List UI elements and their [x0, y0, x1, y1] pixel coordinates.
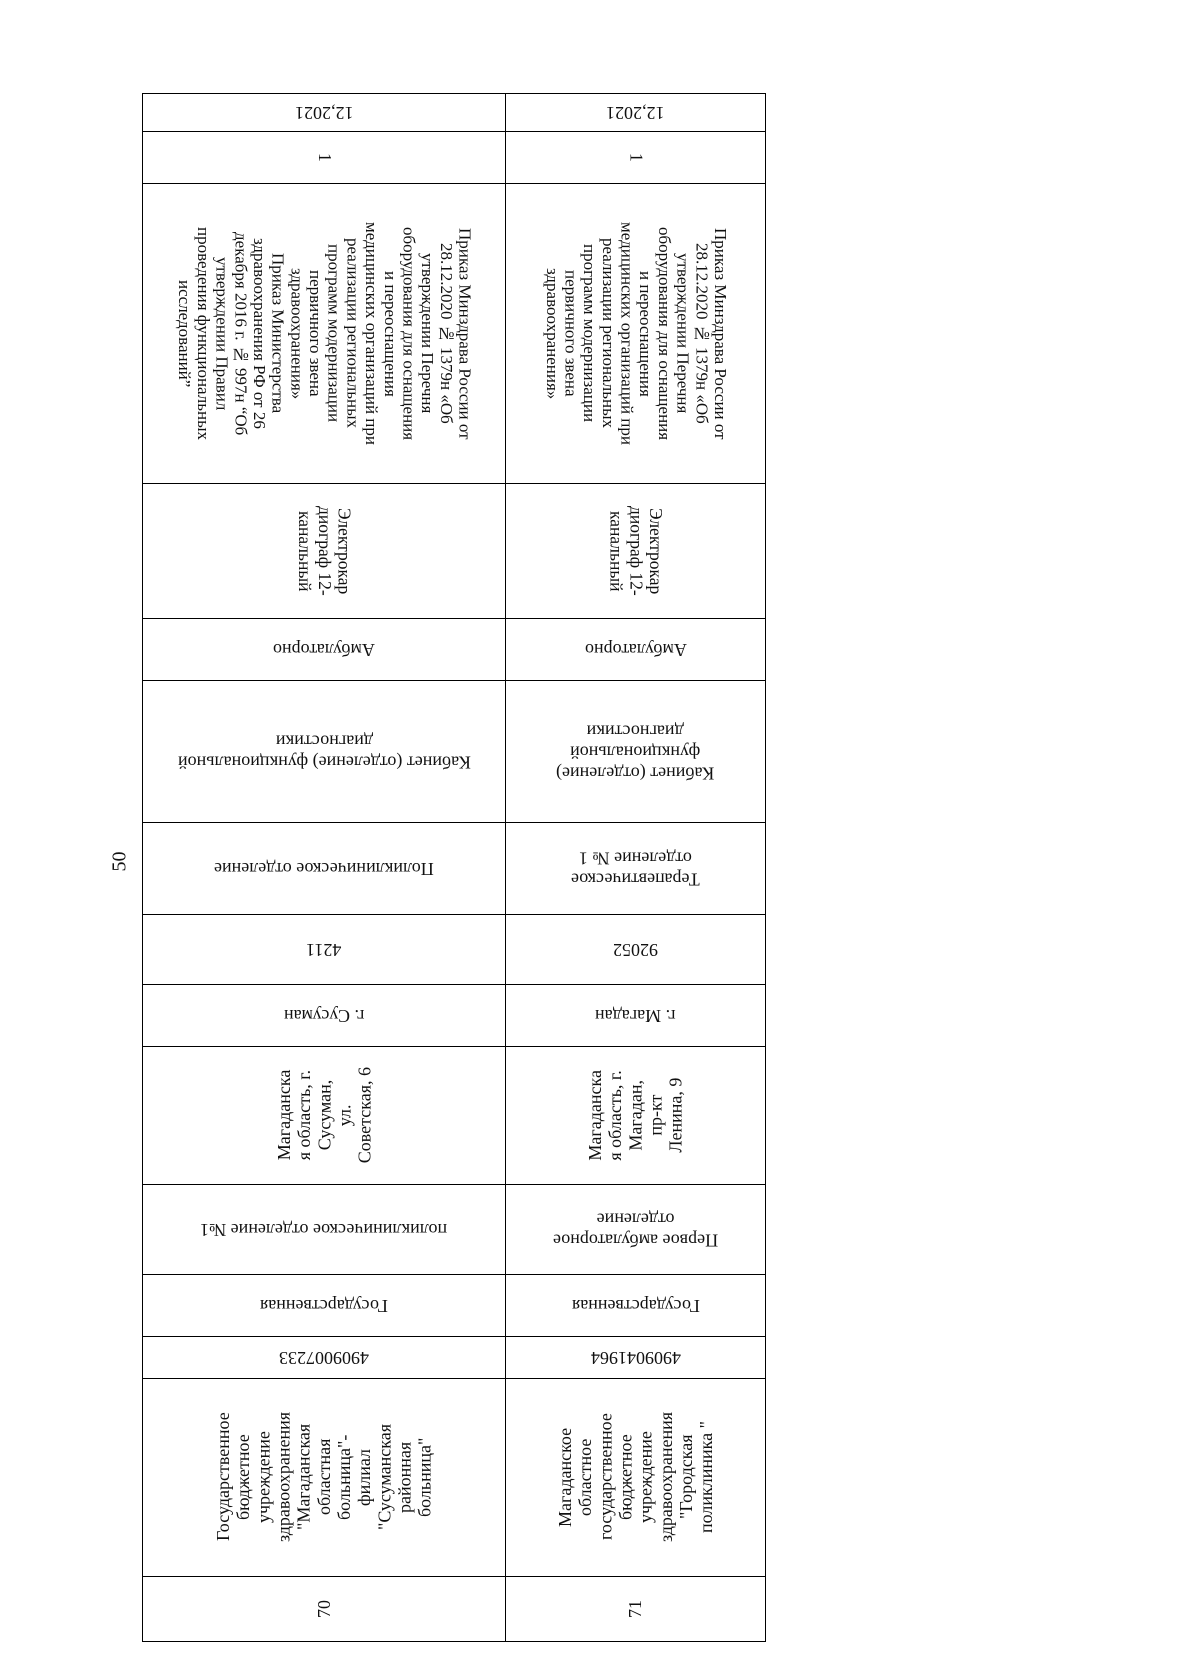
subdivision-row: [143, 1185, 766, 1275]
subdivision-name: поликлиническое отделение №1: [200, 1220, 448, 1241]
table-cell: [506, 619, 766, 681]
equipment-name: Электрокар диограф 12- канальный: [606, 506, 666, 596]
table-cell: [143, 184, 506, 484]
table-cell: [506, 1275, 766, 1337]
table-cell: [506, 132, 766, 184]
table-cell: [143, 1185, 506, 1275]
table-cell: [143, 1275, 506, 1337]
table-cell: [506, 985, 766, 1047]
ownership-value: Государственная: [571, 1296, 700, 1317]
cabinet-name: Кабинет (отделение) функциональной диагностики: [177, 731, 471, 773]
organization-name: Магаданское областное государственное бюджетное учреждение здравоохранения "Городская поликлиника ": [554, 1412, 716, 1543]
cabinet-name: Кабинет (отделение) функциональной диагностики: [556, 720, 715, 784]
table-cell: [506, 681, 766, 823]
department-name: Поликлиническое отделение: [214, 859, 434, 880]
table-cell: [143, 985, 506, 1047]
address-value: Магаданска я область, г. Сусуман, ул. Советская, 6: [273, 1067, 375, 1164]
table-cell: [506, 1337, 766, 1379]
table-cell: [143, 132, 506, 184]
page-number: 50: [108, 851, 131, 872]
order-row: [143, 184, 766, 484]
table-cell: [143, 1047, 506, 1185]
quantity-value: 1: [626, 153, 647, 162]
city-value: г. Магадан: [595, 1006, 676, 1027]
ownership-value: Государственная: [260, 1296, 388, 1317]
conditions-value: Амбулаторно: [584, 640, 687, 661]
table-cell: [506, 484, 766, 619]
subdivision-name: Первое амбулаторное отделение: [552, 1209, 719, 1251]
table-cell: [506, 1379, 766, 1577]
table-cell: [143, 1577, 506, 1642]
table-cell: [506, 915, 766, 985]
equipment-registry-table: [142, 93, 766, 1642]
quantity-value: 1: [314, 153, 335, 162]
organization-name: Государственное бюджетное учреждение здравоохранения "Магаданская областная больница"- филиал "Сусуманская районная больница": [213, 1412, 435, 1543]
table-cell: [143, 1337, 506, 1379]
date-row: [143, 94, 766, 132]
row-number: 71: [625, 1600, 646, 1618]
cabinet-row: [143, 681, 766, 823]
order-text: Приказ Минздрава России от 28.12.2020 № 1379н «Об утверждении Перечня оборудования для оснащения и переоснащения медицинских организаций при реализации региональных программ модернизации первичного звена здравоохранения»: [542, 222, 730, 445]
table-cell: [506, 94, 766, 132]
inn-value: 4909041964: [590, 1348, 681, 1369]
equipment-row: [143, 484, 766, 619]
row-number: 70: [313, 1600, 334, 1618]
inn-value: 4909007233: [279, 1348, 369, 1369]
date-value: 12,2021: [606, 103, 665, 124]
order-text: Приказ Минздрава России от 28.12.2020 № 1379н «Об утверждении Перечня оборудования для оснащения и переоснащения медицинских организаций при реализации региональных программ модернизации первичного звена здравоохранения» Приказ Министерства здравоохранения РФ от 26 декабря 2016 г. № 997н “Об утверждении Правил проведения функциональных исследований”: [175, 222, 475, 445]
address-value: Магаданска я область, г. Магадан, пр-кт Ленина, 9: [585, 1070, 686, 1161]
department-name: Терапевтическое отделение № 1: [571, 848, 700, 890]
address-row: [143, 1047, 766, 1185]
city-row: [143, 985, 766, 1047]
number-row: [143, 1577, 766, 1642]
city-value: г. Сусуман: [283, 1006, 365, 1027]
table-cell: [143, 619, 506, 681]
equipment-name: Электрокар диограф 12- канальный: [295, 506, 355, 596]
table-cell: [143, 823, 506, 915]
organization-row: [143, 1379, 766, 1577]
table-cell: [143, 484, 506, 619]
table-cell: [143, 1379, 506, 1577]
code-value: 92052: [613, 940, 658, 961]
ownership-row: [143, 1275, 766, 1337]
code-row: [143, 915, 766, 985]
date-value: 12,2021: [294, 103, 354, 124]
quantity-row: [143, 132, 766, 184]
table-cell: [143, 94, 506, 132]
code-value: 4211: [306, 940, 342, 961]
inn-row: [143, 1337, 766, 1379]
table-cell: [506, 1577, 766, 1642]
department-row: [143, 823, 766, 915]
table-cell: [506, 184, 766, 484]
table-cell: [143, 681, 506, 823]
table-cell: [506, 823, 766, 915]
table-cell: [143, 915, 506, 985]
table-cell: [506, 1185, 766, 1275]
table-cell: [506, 1047, 766, 1185]
conditions-value: Амбулаторно: [273, 640, 375, 661]
conditions-row: [143, 619, 766, 681]
